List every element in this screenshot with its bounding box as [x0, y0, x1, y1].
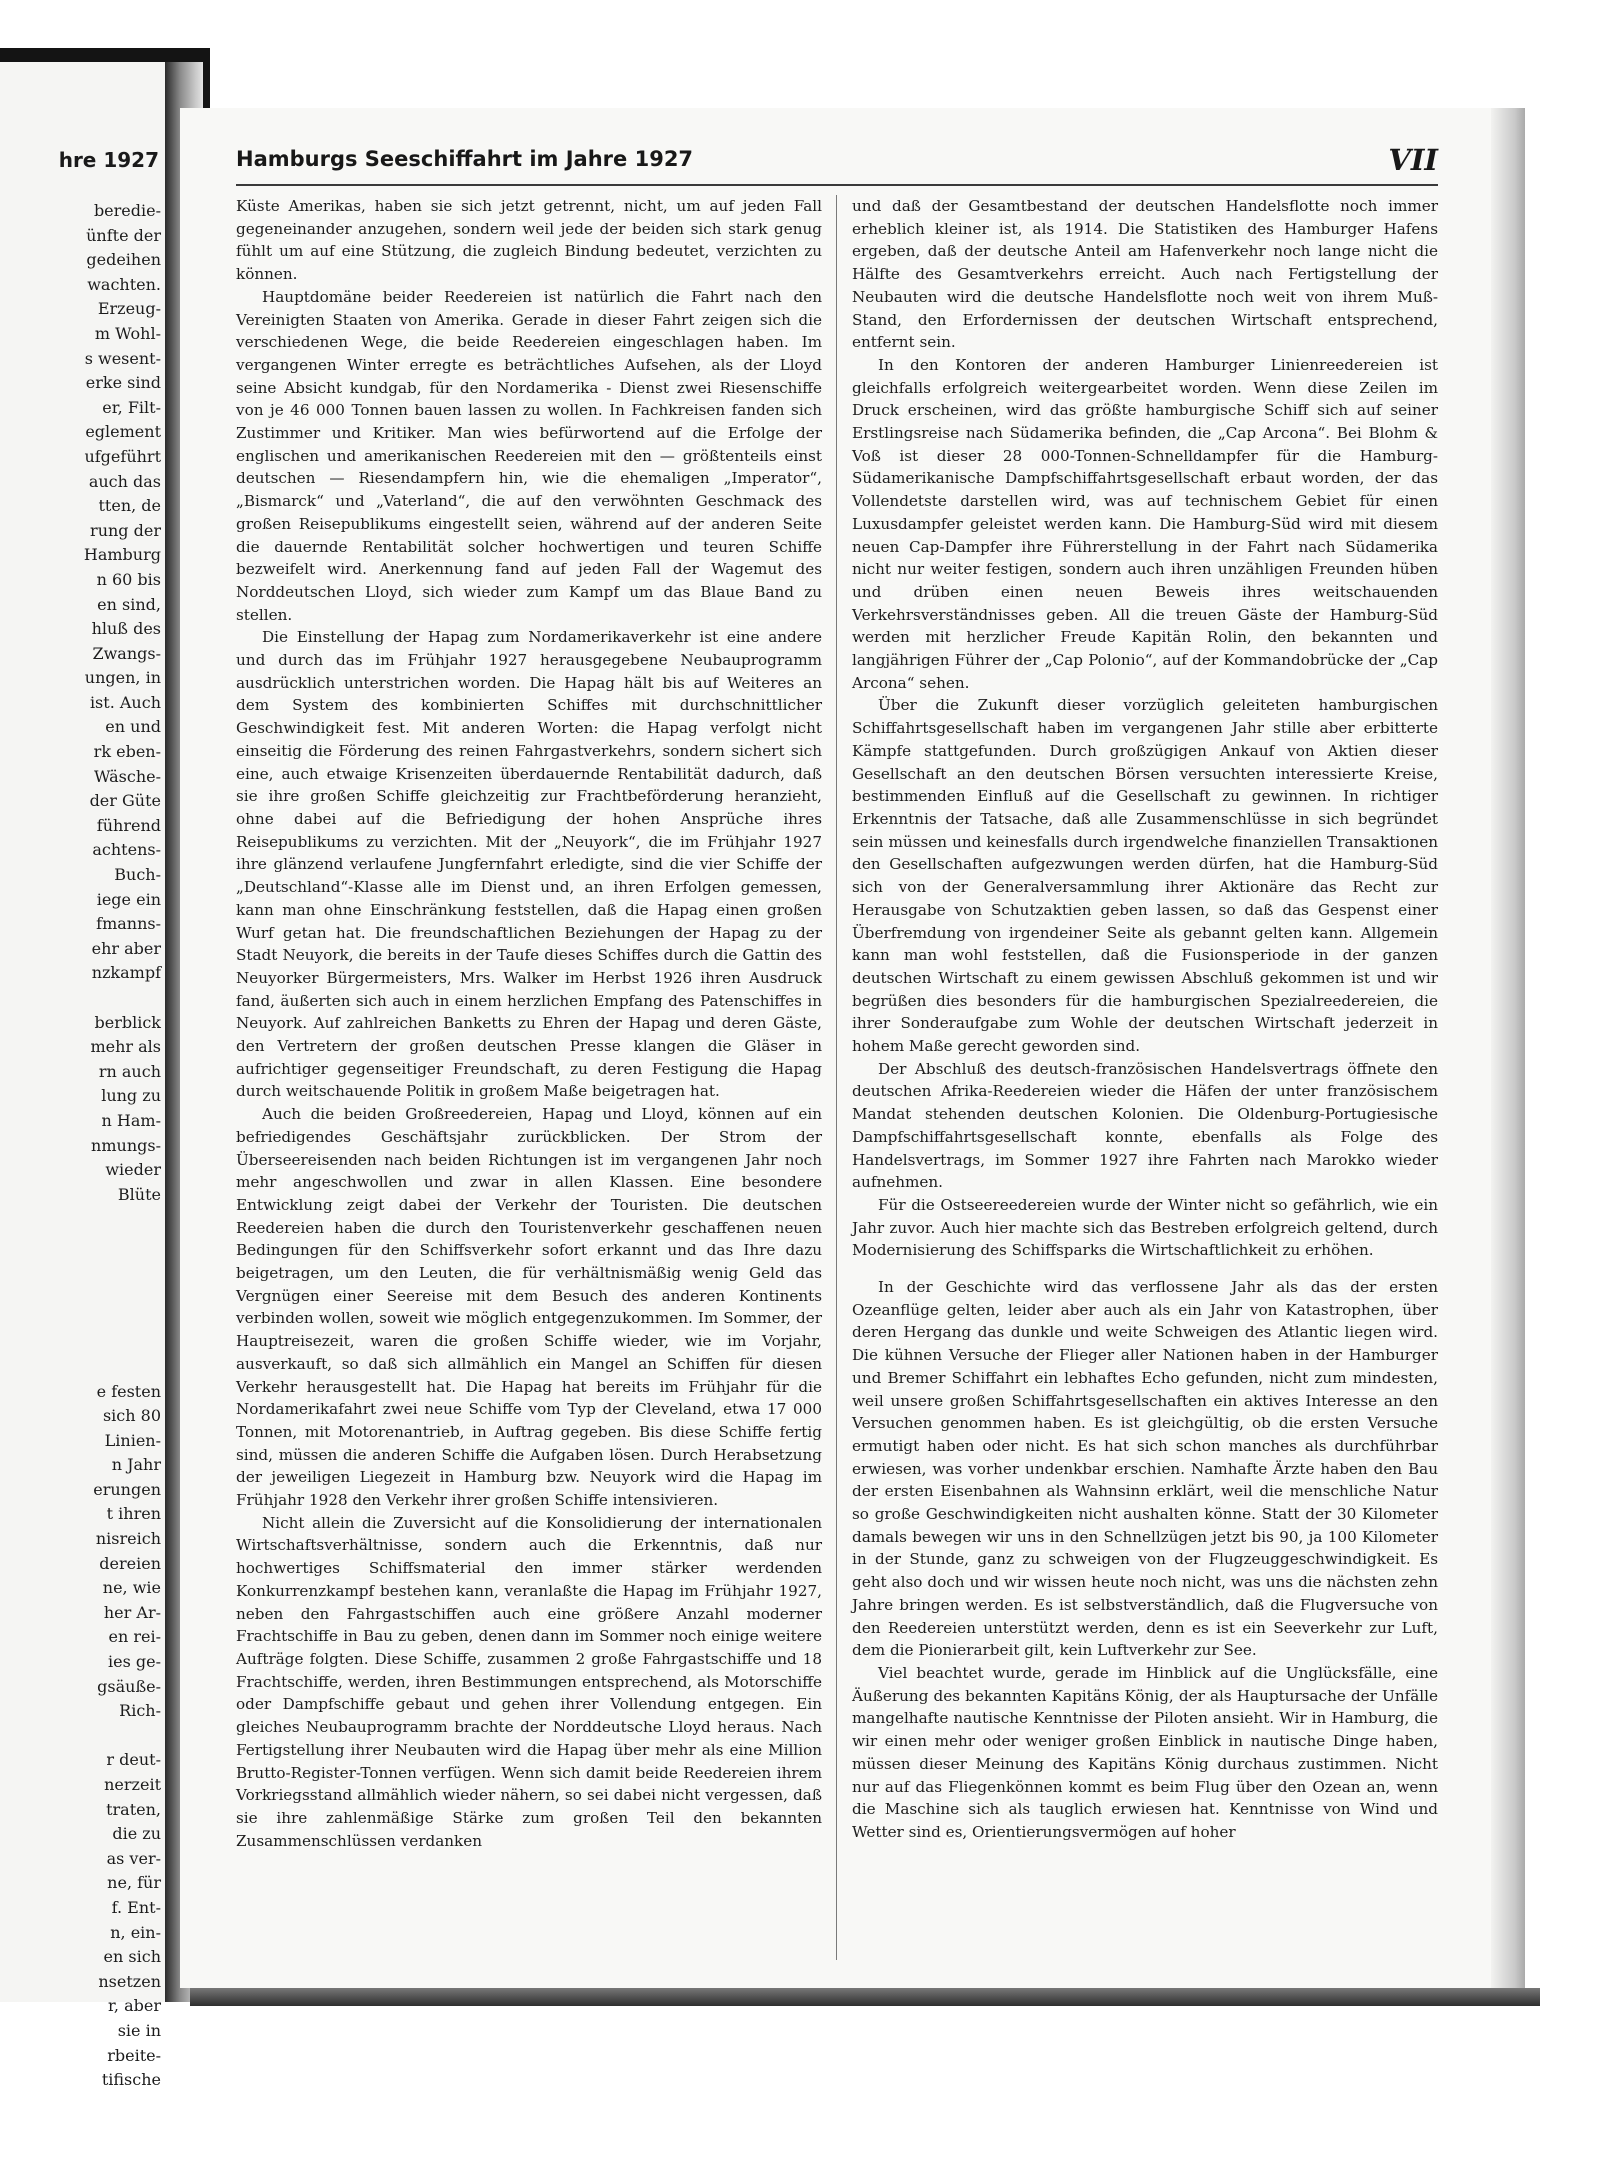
page-number: VII [1388, 143, 1438, 177]
left-page-line: nsetzen [98, 1971, 161, 1991]
paragraph: Nicht allein die Zuversicht auf die Konsolidierung der internationalen Wirtschaftsverhältnisse, sondern auch die Erkenntnis, daß nur hochwertiges Schiffsmaterial den immer stärker werdenden Konkurrenzkampf bestehen kann, veranlaßte die Hapag im Frühjahr 1927, neben den Fahrgastschiffen auch eine größere Anzahl moderner Frachtschiffe in Bau zu geben, denen dann im Sommer noch einige weitere Aufträge folgten. Diese Schiffe, zusammen 2 große Fahrgastschiffe und 18 Frachtschiffe, werden, ihren Bestimmungen entsprechend, als Motorschiffe oder Dampfschiffe gebaut und gehen ihrer Vollendung entgegen. Ein gleiches Neubauprogramm brachte der Norddeutsche Lloyd heraus. Nach Fertigstellung ihrer Neubauten wird die Hapag über mehr als eine Million Brutto-Register-Tonnen verfügen. Wenn sich damit beide Reedereien ihrem Vorkriegsstand allmählich wieder nähern, so sei dabei nicht vergessen, daß sie ihre zahlenmäßige Stärke zum großen Teil den bekannten Zusammenschlüssen verdanken [236, 1513, 822, 1850]
left-page-line: erungen [93, 1479, 161, 1499]
left-page-line: nisreich [95, 1529, 161, 1549]
left-page-line: traten, [106, 1799, 161, 1819]
left-page-line: tten, de [98, 496, 161, 516]
left-page-line: rk eben- [93, 742, 161, 762]
left-page-line: die zu [112, 1824, 161, 1844]
paragraph: Viel beachtet wurde, gerade im Hinblick auf die Unglücksfälle, eine Äußerung des bekannten Kapitäns König, der als Hauptursache der Unfälle mangelhafte nautische Kenntnisse der Piloten ansieht. Wir in Hamburg, die wir einen mehr oder weniger großen Einblick in nautische Dinge haben, müssen dieser Meinung des Kapitäns König durchaus zustimmen. Nicht nur auf das Fliegenkönnen kommt es beim Flug über den Ozean an, wenn die Maschine sich als tauglich erwiesen hat. Kenntnisse von Wind und Wetter sind es, Orientierungsvermögen auf hoher [852, 1664, 1438, 1841]
left-page-line: iege ein [96, 889, 161, 909]
left-page-line [5, 1306, 161, 1331]
left-page-column [5, 199, 161, 2093]
left-page-line: wachten. [87, 274, 161, 294]
left-page-running-head: hre 1927 [58, 148, 159, 172]
paragraph: Auch die beiden Großreedereien, Hapag und Lloyd, können auf ein befriedigendes Geschäftsjahr zurückblicken. Der Strom der Überseereisenden nach beiden Richtungen ist im vergangenen Jahr noch mehr angeschwollen und zwar in allen Klassen. Eine besondere Entwicklung zeigt dabei der Verkehr der Touristen. Die deutschen Reedereien haben die durch den Touristenverkehr geschaffenen neuen Bedingungen für den Schiffsverkehr sofort erkannt und das Ihre dazu beigetragen, um den Leuten, die für verhältnismäßig wenig Geld das Vergnügen einer Seereise mit dem Besuch des anderen Kontinents verbinden wollen, soweit wie möglich entgegenzukommen. Im Sommer, der Hauptreisezeit, waren die großen Schiffe wieder, wie im Vorjahr, ausverkauft, so daß sich allmählich ein Mangel an Schiffen für diesen Verkehr herausgestellt hat. Die Hapag hat bereits im Frühjahr für die Nordamerikafahrt zwei neue Schiffe vom Typ der Cleveland, etwa 17 000 Tonnen, mit Motorenantrieb, in Auftrag gegeben. Bis diese Schiffe fertig sind, müssen die anderen Schiffe die Aufgaben lösen. Durch Herabsetzung der jeweiligen Liegezeit in Hamburg bzw. Neuyork wird die Hapag im Frühjahr 1928 den Verkehr ihrer großen Schiffe intensivieren. [236, 1105, 822, 1510]
left-page-line [5, 1232, 161, 1257]
left-page-line [5, 1207, 161, 1232]
left-page-line: beredie- [93, 201, 161, 220]
left-page-line: ufgeführt [84, 446, 161, 466]
left-page-line: Rich- [119, 1701, 161, 1721]
left-page-line: mehr als [90, 1037, 161, 1057]
paragraph: und daß der Gesamtbestand der deutschen Handelsflotte noch immer erheblich kleiner ist, als 1914. Die Statistiken des Hamburger Hafens ergeben, daß der deutsche Anteil am Hafenverkehr noch lange nicht die Hälfte des Gesamtverkehrs erreicht. Auch nach Fertigstellung der Neubauten wird die deutsche Handelsflotte noch weit von ihrem Muß-Stand, den Erfordernissen der deutschen Wirtschaft entsprechend, entfernt sein. [852, 197, 1438, 352]
left-page-line: rung der [90, 520, 161, 540]
paragraph: In den Kontoren der anderen Hamburger Linienreedereien ist gleichfalls erfolgreich weitergearbeitet worden. Wenn diese Zeilen im Druck erscheinen, wird das größte hamburgische Schiff sich auf seiner Erstlingsreise nach Südamerika befinden, die „Cap Arcona“. Bei Blohm & Voß ist dieser 28 000-Tonnen-Schnelldampfer für die Hamburg-Südamerikanische Dampfschiffahrtsgesellschaft erbaut worden, der das Vollendetste darstellen wird, was auf technischem Gebiet für einen Luxusdampfer geleistet werden kann. Die Hamburg-Süd wird mit diesem neuen Cap-Dampfer ihre Führerstellung in der Fahrt nach Südamerika nicht nur weiter festigen, sondern auch ihren unzähligen Freunden hüben und drüben einen neuen Beweis ihres weitschauenden Verkehrsverständnisses geben. All die treuen Gäste der Hamburg-Süd werden mit herzlicher Freude Kapitän Rolin, den bekannten und langjährigen Führer der „Cap Polonio“, auf der Kommandobrücke der „Cap Arcona“ sehen. [852, 355, 1438, 692]
paragraph: Über die Zukunft dieser vorzüglich geleiteten hamburgischen Schiffahrtsgesellschaft haben im vergangenen Jahr stille aber erbitterte Kämpfe stattgefunden. Durch großzügigen Ankauf von Aktien dieser Gesellschaft an den deutschen Börsen versuchten interessierte Kreise, bestimmenden Einfluß auf die Gesellschaft zu gewinnen. In richtiger Erkenntnis der Tatsache, daß alle Zusammenschlüsse in sich begründet sein müssen und keinesfalls durch irgendwelche finanziellen Transaktionen den Gesellschaften aufgezwungen werden dürfen, hat die Hamburg-Süd sich von der Generalversammlung ihrer Aktionäre das Recht zur Herausgabe von Schutzaktien geben lassen, so daß das Gespenst einer Überfremdung von irgendeiner Seite als gebannt gelten kann. Allgemein kann man wohl feststellen, daß die Fusionsperiode in der ganzen deutschen Wirtschaft zu einem gewissen Abschluß gekommen ist und wir begrüßen dies besonders für die hamburgischen Spezialreedereien, die ihrer Sonderaufgabe zum Wohle der deutschen Wirtschaft jederzeit in hohem Maße gerecht geworden sind. [852, 696, 1438, 1056]
left-page-line: sich 80 [102, 1406, 161, 1426]
left-page-line [5, 1257, 161, 1282]
left-page-line [5, 986, 161, 1011]
left-page-line: s wesent- [84, 348, 161, 368]
left-page [0, 62, 167, 2090]
left-page-line: ehr aber [91, 938, 161, 958]
left-page-line: Linien- [104, 1430, 161, 1450]
left-page-line: gedeihen [86, 250, 161, 270]
left-page-line: nmungs- [91, 1135, 161, 1155]
left-page-line: führend [96, 815, 161, 835]
left-page-line: ünfte der [86, 225, 161, 245]
left-page-line: Erzeug- [97, 299, 161, 319]
left-page-line: en rei- [108, 1627, 161, 1647]
left-page-line: r, aber [108, 1996, 161, 2016]
left-page-line: er, Filt- [102, 397, 161, 417]
left-page-line: her Ar- [103, 1602, 161, 1622]
left-page-line: t ihren [106, 1504, 161, 1524]
left-page-line: Zwangs- [92, 643, 161, 663]
left-page-line: nerzeit [104, 1775, 161, 1794]
left-page-line: as ver- [106, 1848, 161, 1868]
left-page-line: eglement [85, 422, 161, 442]
page-header [236, 143, 1438, 185]
left-page-line [5, 1355, 161, 1380]
paragraph: In der Geschichte wird das verflossene Jahr als das der ersten Ozeanflüge gelten, leider aber auch als ein Jahr von Katastrophen, über deren Hergang das dunkle und weite Schweigen des Atlantic liegen wird. Die kühnen Versuche der Flieger aller Nationen haben in der Hamburger und Bremer Schiffahrt ein lebhaftes Echo gefunden, nicht zum mindesten, weil unsere großen Schiffahrtsgesellschaften ein aktives Interesse an den Versuchen genommen haben. Es ist gleichgültig, ob die ersten Versuche ermutigt haben oder nicht. Es hat sich schon manches als durchführbar erwiesen, was vorher undenkbar erschien. Namhafte Ärzte haben den Bau der ersten Eisenbahnen als Wahnsinn erklärt, weil die menschliche Natur so große Geschwindigkeiten nicht aushalten könne. Statt der 30 Kilometer damals bewegen wir uns in den Schnellzügen jetzt bis 90, ja 100 Kilometer in der Stunde, ganz zu schweigen von der Flugzeuggeschwindigkeit. Es geht also doch und wir wissen heute noch nicht, was uns die nächsten zehn Jahre bringen werden. Es ist selbstverständlich, daß die Flugversuche von den Reedereien unterstützt werden, denn es ist ein Seeverkehr zur Luft, dem die Pionierarbeit gilt, kein Luftverkehr zur See. [852, 1278, 1438, 1660]
left-page-line: n, ein- [110, 1922, 161, 1942]
left-page-line: f. Ent- [111, 1897, 161, 1917]
left-page-line: wieder [105, 1160, 161, 1180]
left-page-line: ist. Auch [89, 692, 161, 712]
header-rule [236, 184, 1438, 186]
left-page-line: Blüte [117, 1184, 161, 1204]
left-page-line: ne, für [107, 1873, 161, 1893]
left-page-line: n 60 bis [96, 569, 161, 589]
left-page-line: sie in [117, 2020, 161, 2040]
left-page-line: der Güte [89, 791, 161, 811]
running-title: Hamburgs Seeschiffahrt im Jahre 1927 [236, 147, 694, 171]
paragraph: Der Abschluß des deutsch-französischen Handelsvertrags öffnete den deutschen Afrika-Reedereien wieder die Häfen der unter französischem Mandat stehenden deutschen Kolonien. Die Oldenburg-Portugiesische Dampfschiffahrtsgesellschaft konnte, ebenfalls als Folge des Handelsvertrags, im Sommer 1927 ihre Fahrten nach Marokko wieder aufnehmen. [852, 1059, 1438, 1192]
text-column-right [852, 195, 1438, 1844]
left-page-line: lung zu [101, 1086, 161, 1106]
left-page-line: achtens- [92, 840, 161, 860]
left-page-line: rn auch [98, 1061, 161, 1081]
paragraph: Für die Ostseereedereien wurde der Winter nicht so gefährlich, wie ein Jahr zuvor. Auch hier machte sich das Bestreben erfolgreich geltend, durch Modernisierung des Schiffsparks die Wirtschaftlichkeit zu erhöhen. [852, 1195, 1438, 1260]
page-edge [1491, 108, 1525, 1988]
left-page-line: en sind, [97, 594, 161, 614]
left-page-line: fmanns- [96, 914, 161, 934]
text-column-left [236, 195, 822, 1852]
scan-shadow-bottom [190, 1988, 1540, 2006]
left-page-line: en und [105, 717, 161, 737]
left-page-line: tifische [101, 2070, 161, 2090]
left-page-line: Buch- [114, 865, 161, 885]
left-page-line: ungen, in [84, 668, 161, 688]
left-page-line: auch das [88, 471, 161, 491]
left-page-line [5, 1330, 161, 1355]
left-page-line: berblick [94, 1012, 161, 1032]
paragraph: Küste Amerikas, haben sie sich jetzt getrennt, nicht, um auf jeden Fall gegeneinander anzugehen, sondern weil jede der beiden sich stark genug fühlt um auf eine Stützung, die zugleich Bindung bedeutet, verzichten zu können. [236, 197, 822, 284]
column-divider [836, 195, 837, 1960]
left-page-line: n Ham- [101, 1110, 161, 1130]
left-page-line: ies ge- [108, 1652, 161, 1672]
left-page-line: nzkampf [91, 963, 161, 983]
left-page-line: Wäsche- [94, 766, 161, 786]
left-page-line: en sich [103, 1947, 161, 1967]
left-page-line: e festen [96, 1381, 161, 1401]
left-page-line: ne, wie [102, 1578, 161, 1598]
left-page-line: n Jahr [111, 1455, 161, 1475]
left-page-line: gsäuße- [97, 1676, 161, 1696]
left-page-line [5, 1281, 161, 1306]
paragraph: Hauptdomäne beider Reedereien ist natürlich die Fahrt nach den Vereinigten Staaten von Amerika. Gerade in dieser Fahrt zeigen sich die verschiedenen Wege, die beide Reedereien eingeschlagen haben. Im vergangenen Winter erregte es beträchtliches Aufsehen, als der Lloyd seine Absicht kundgab, für den Nordamerika - Dienst zwei Riesenschiffe von je 46 000 Tonnen bauen lassen zu wollen. In Fachkreisen fanden sich Zustimmer und Kritiker. Man wies befürwortend auf die Erfolge der englischen und amerikanischen Reedereien mit den — größtenteils einst deutschen — Riesendampfern hin, wie die ehemaligen „Imperator“, „Bismarck“ und „Vaterland“, die auf den verwöhnten Geschmack des großen Reisepublikums eingestellt seien, während auf der anderen Seite die dauernde Rentabilität solcher hochwertigen und teuren Schiffe bezweifelt wird. Anerkennung fand auf jeden Fall der Wagemut des Norddeutschen Lloyd, sich wieder zum Kampf um das Blaue Band zu stellen. [236, 287, 822, 624]
left-page-line: rbeite- [107, 2045, 161, 2065]
left-page-line: dereien [99, 1553, 161, 1573]
left-page-line: r deut- [106, 1750, 161, 1770]
left-page-line [5, 1724, 161, 1749]
left-page-line: Hamburg [83, 545, 161, 565]
paragraph: Die Einstellung der Hapag zum Nordamerikaverkehr ist eine andere und durch das im Frühjahr 1927 herausgegebene Neubauprogramm ausdrücklich unterstrichen worden. Die Hapag hält bis auf Weiteres an dem System des kombinierten Schiffes mit durchschnittlicher Geschwindigkeit fest. Mit anderen Worten: die Hapag verfolgt nicht einseitig die Förderung des reinen Fahrgastverkehrs, sondern sichert sich eine, auch etwaige Krisenzeiten überdauernde Rentabilität dadurch, daß sie ihre großen Schiffe gleichzeitig zur Frachtbeförderung heranzieht, ohne dabei auf die Befriedigung der hohen Ansprüche ihres Reisepublikums zu verzichten. Mit der „Neuyork“, die im Frühjahr 1927 ihre glänzend verlaufene Jungfernfahrt erledigte, sind die vier Schiffe der „Deutschland“-Klasse alle im Dienst und, an ihren Erfolgen gemessen, kann man ohne Einschränkung feststellen, daß die Hapag einen großen Wurf getan hat. Die freundschaftlichen Beziehungen der Hapag zu der Stadt Neuyork, die bereits in der Taufe dieses Schiffes durch die Gattin des Neuyorker Bürgermeisters, Mrs. Walker im Herbst 1926 ihren Ausdruck fand, äußerten sich auch in einem herzlichen Empfang des Patenschiffes in Neuyork. Auf zahlreichen Banketts zu Ehren der Hapag und deren Gäste, den Vertretern der großen deutschen Presse klangen die Gläser in aufrichtiger gegenseitiger Freundschaft, zu deren Festigung die Hapag durch weitschauende Politik in großem Maße beigetragen hat. [236, 628, 822, 1101]
left-page-line: m Wohl- [94, 323, 161, 343]
left-page-line: erke sind [85, 373, 161, 393]
left-page-line: hluß des [91, 619, 161, 639]
